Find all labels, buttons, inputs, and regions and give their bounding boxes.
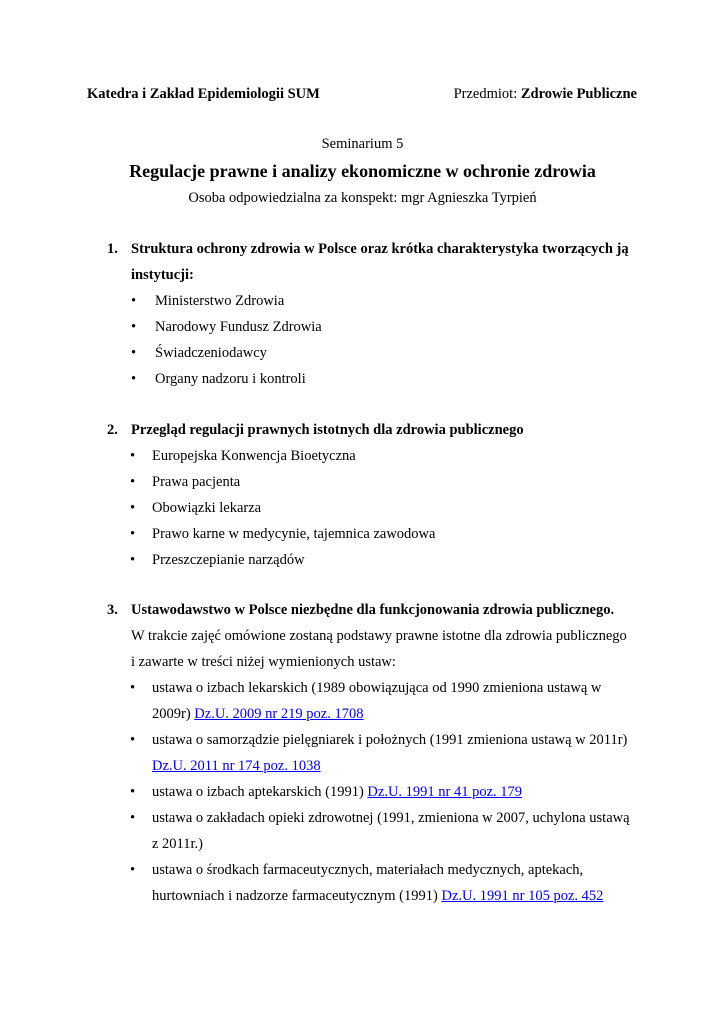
list-item — [87, 495, 647, 521]
seminar-number: Seminarium 5 — [321, 136, 404, 152]
department-name: Katedra i Zakład Epidemiologii SUM — [87, 86, 320, 102]
law-reference-link[interactable]: Dz.U. 2011 nr 174 poz. 1038 — [152, 758, 321, 774]
list-item — [87, 288, 647, 314]
list-item-text: Narodowy Fundusz Zdrowia — [155, 319, 322, 335]
law-item-line2 — [152, 883, 647, 909]
law-reference-link[interactable]: Dz.U. 1991 nr 105 poz. 452 — [441, 888, 604, 904]
bullet-icon: • — [130, 474, 136, 490]
list-item-text: Obowiązki lekarza — [152, 500, 262, 516]
law-item-line1: ustawa o zakładach opieki zdrowotnej (1991, zmieniona w 2007, uchylona ustawą — [152, 810, 630, 826]
list-item — [87, 366, 647, 392]
law-item-text: 2009r) — [152, 706, 195, 722]
bullet-icon: • — [130, 862, 136, 878]
law-item-text: hurtowniach i nadzorze farmaceutycznym (1991) — [152, 888, 442, 904]
bullet-icon: • — [130, 810, 136, 826]
subject-prefix: Przedmiot: — [453, 86, 521, 102]
section-1-heading-line1: Struktura ochrony zdrowia w Polsce oraz krótka charakterystyka tworzących ją — [131, 241, 629, 257]
law-item-text: ustawa o izbach aptekarskich (1991) — [152, 784, 368, 800]
section-1-number: 1. — [107, 241, 118, 257]
section-3-heading-text: Ustawodawstwo w Polsce niezbędne dla funkcjonowania zdrowia publicznego. — [131, 602, 615, 618]
list-item-text: Prawa pacjenta — [152, 474, 241, 490]
law-item-nurses-midwives — [87, 727, 647, 779]
list-item-text: Świadczeniodawcy — [155, 345, 267, 361]
section-3-intro — [87, 623, 647, 675]
section-1-heading-line2: instytucji: — [131, 267, 194, 283]
list-item — [87, 443, 647, 469]
bullet-icon: • — [131, 319, 137, 335]
law-item-line2 — [152, 753, 647, 779]
section-3 — [87, 597, 647, 909]
list-item — [87, 469, 647, 495]
law-item-healthcare-facilities — [87, 805, 647, 857]
list-item-text: Przeszczepianie narządów — [152, 552, 305, 568]
list-item-text: Ministerstwo Zdrowia — [155, 293, 285, 309]
law-reference-link[interactable]: Dz.U. 2009 nr 219 poz. 1708 — [194, 706, 364, 722]
section-2-heading-text: Przegląd regulacji prawnych istotnych dla zdrowia publicznego — [131, 422, 524, 438]
law-item-line1: ustawa o samorządzie pielęgniarek i położnych (1991 zmieniona ustawą w 2011r) — [152, 732, 628, 748]
list-item — [87, 547, 647, 573]
bullet-icon: • — [130, 500, 136, 516]
bullet-icon: • — [131, 345, 137, 361]
list-item — [87, 521, 647, 547]
section-3-list — [87, 675, 647, 909]
section-2-heading — [87, 417, 647, 443]
bullet-icon: • — [130, 732, 136, 748]
section-2-list — [87, 443, 647, 573]
subject-header — [454, 86, 637, 103]
law-item-line1 — [152, 779, 647, 805]
subject-name: Zdrowie Publiczne — [520, 86, 637, 102]
law-reference-link[interactable]: Dz.U. 1991 nr 41 poz. 179 — [367, 784, 523, 800]
list-item — [87, 314, 647, 340]
list-item-text: Europejska Konwencja Bioetyczna — [152, 448, 356, 464]
law-item-line2 — [152, 701, 647, 727]
section-3-intro-line1: W trakcie zajęć omówione zostaną podstawy prawne istotne dla zdrowia publicznego — [131, 628, 627, 644]
law-item-line1: ustawa o środkach farmaceutycznych, materiałach medycznych, aptekach, — [152, 862, 584, 878]
page-title: Regulacje prawne i analizy ekonomiczne w ochronie zdrowia — [129, 161, 596, 181]
bullet-icon: • — [131, 371, 137, 387]
section-2 — [87, 417, 647, 573]
section-3-intro-line2: i zawarte w treści niżej wymienionych ustaw: — [131, 654, 396, 670]
law-item-pharmacy-chambers — [87, 779, 647, 805]
law-item-line1: ustawa o izbach lekarskich (1989 obowiązująca od 1990 zmieniona ustawą w — [152, 680, 602, 696]
bullet-icon: • — [130, 552, 136, 568]
bullet-icon: • — [130, 784, 136, 800]
section-1-list — [87, 288, 647, 392]
list-item-text: Organy nadzoru i kontroli — [155, 371, 306, 387]
section-2-number: 2. — [107, 422, 118, 438]
law-item-pharmaceuticals — [87, 857, 647, 909]
section-3-number: 3. — [107, 602, 118, 618]
law-item-medical-chambers — [87, 675, 647, 727]
bullet-icon: • — [130, 680, 136, 696]
responsible-person: Osoba odpowiedzialna za konspekt: mgr Agnieszka Tyrpień — [188, 190, 537, 206]
list-item-text: Prawo karne w medycynie, tajemnica zawodowa — [152, 526, 436, 542]
law-item-line2: z 2011r.) — [152, 836, 204, 852]
bullet-icon: • — [131, 293, 137, 309]
section-1-heading — [87, 236, 647, 288]
section-1 — [87, 236, 647, 392]
section-3-heading — [87, 597, 647, 623]
bullet-icon: • — [130, 448, 136, 464]
bullet-icon: • — [130, 526, 136, 542]
list-item — [87, 340, 647, 366]
